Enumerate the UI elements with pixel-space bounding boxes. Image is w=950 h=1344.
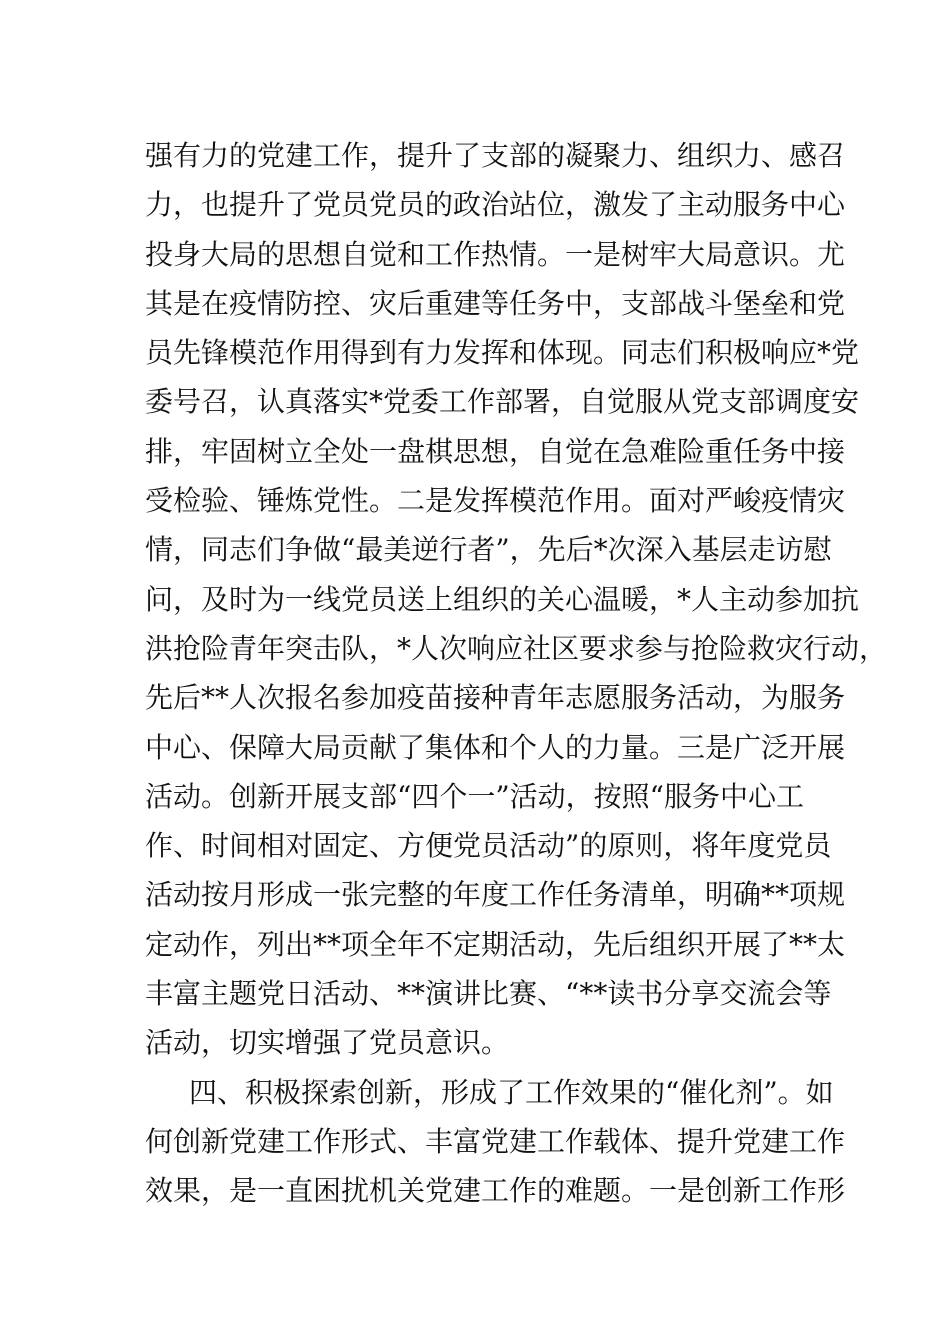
text-line: 委号召，认真落实*党委工作部署，自觉服从党支部调度安 xyxy=(145,385,860,419)
text-line: 力，也提升了党员党员的政治站位，激发了主动服务中心 xyxy=(145,188,846,222)
text-line: 情，同志们争做“最美逆行者”，先后*次深入基层走访慰 xyxy=(145,533,832,567)
text-line: 活动按月形成一张完整的年度工作任务清单，明确**项规 xyxy=(145,878,846,912)
text-line: 中心、保障大局贡献了集体和个人的力量。三是广泛开展 xyxy=(145,730,846,764)
text-line: 问，及时为一线党员送上组织的关心温暖，*人主动参加抗 xyxy=(145,582,860,616)
text-line: 受检验、锤炼党性。二是发挥模范作用。面对严峻疫情灾 xyxy=(145,484,846,518)
text-line: 投身大局的思想自觉和工作热情。一是树牢大局意识。尤 xyxy=(145,237,846,271)
text-line: 活动，切实增强了党员意识。 xyxy=(145,1026,510,1060)
text-line: 排，牢固树立全处一盘棋思想，自觉在急难险重任务中接 xyxy=(145,434,846,468)
text-line: 效果，是一直困扰机关党建工作的难题。一是创新工作形 xyxy=(145,1174,846,1208)
text-line: 其是在疫情防控、灾后重建等任务中，支部战斗堡垒和党 xyxy=(145,286,846,320)
text-line: 作、时间相对固定、方便党员活动”的原则，将年度党员 xyxy=(145,829,832,863)
text-line: 何创新党建工作形式、丰富党建工作载体、提升党建工作 xyxy=(145,1124,846,1158)
text-line: 先后**人次报名参加疫苗接种青年志愿服务活动，为服务 xyxy=(145,681,846,715)
text-line: 洪抢险青年突击队，*人次响应社区要求参与抢险救灾行动， xyxy=(145,631,888,665)
text-line: 活动。创新开展支部“四个一”活动，按照“服务中心工 xyxy=(145,779,804,813)
text-line: 员先锋模范作用得到有力发挥和体现。同志们积极响应*党 xyxy=(145,336,860,370)
text-line: 强有力的党建工作，提升了支部的凝聚力、组织力、感召 xyxy=(145,139,846,172)
body-text xyxy=(145,131,888,1216)
text-line: 定动作，列出**项全年不定期活动，先后组织开展了**太 xyxy=(145,927,846,961)
paragraph-start-line: 四、积极探索创新，形成了工作效果的“催化剂”。如 xyxy=(189,1075,834,1109)
text-line: 丰富主题党日活动、**演讲比赛、“**读书分享交流会等 xyxy=(145,977,832,1011)
